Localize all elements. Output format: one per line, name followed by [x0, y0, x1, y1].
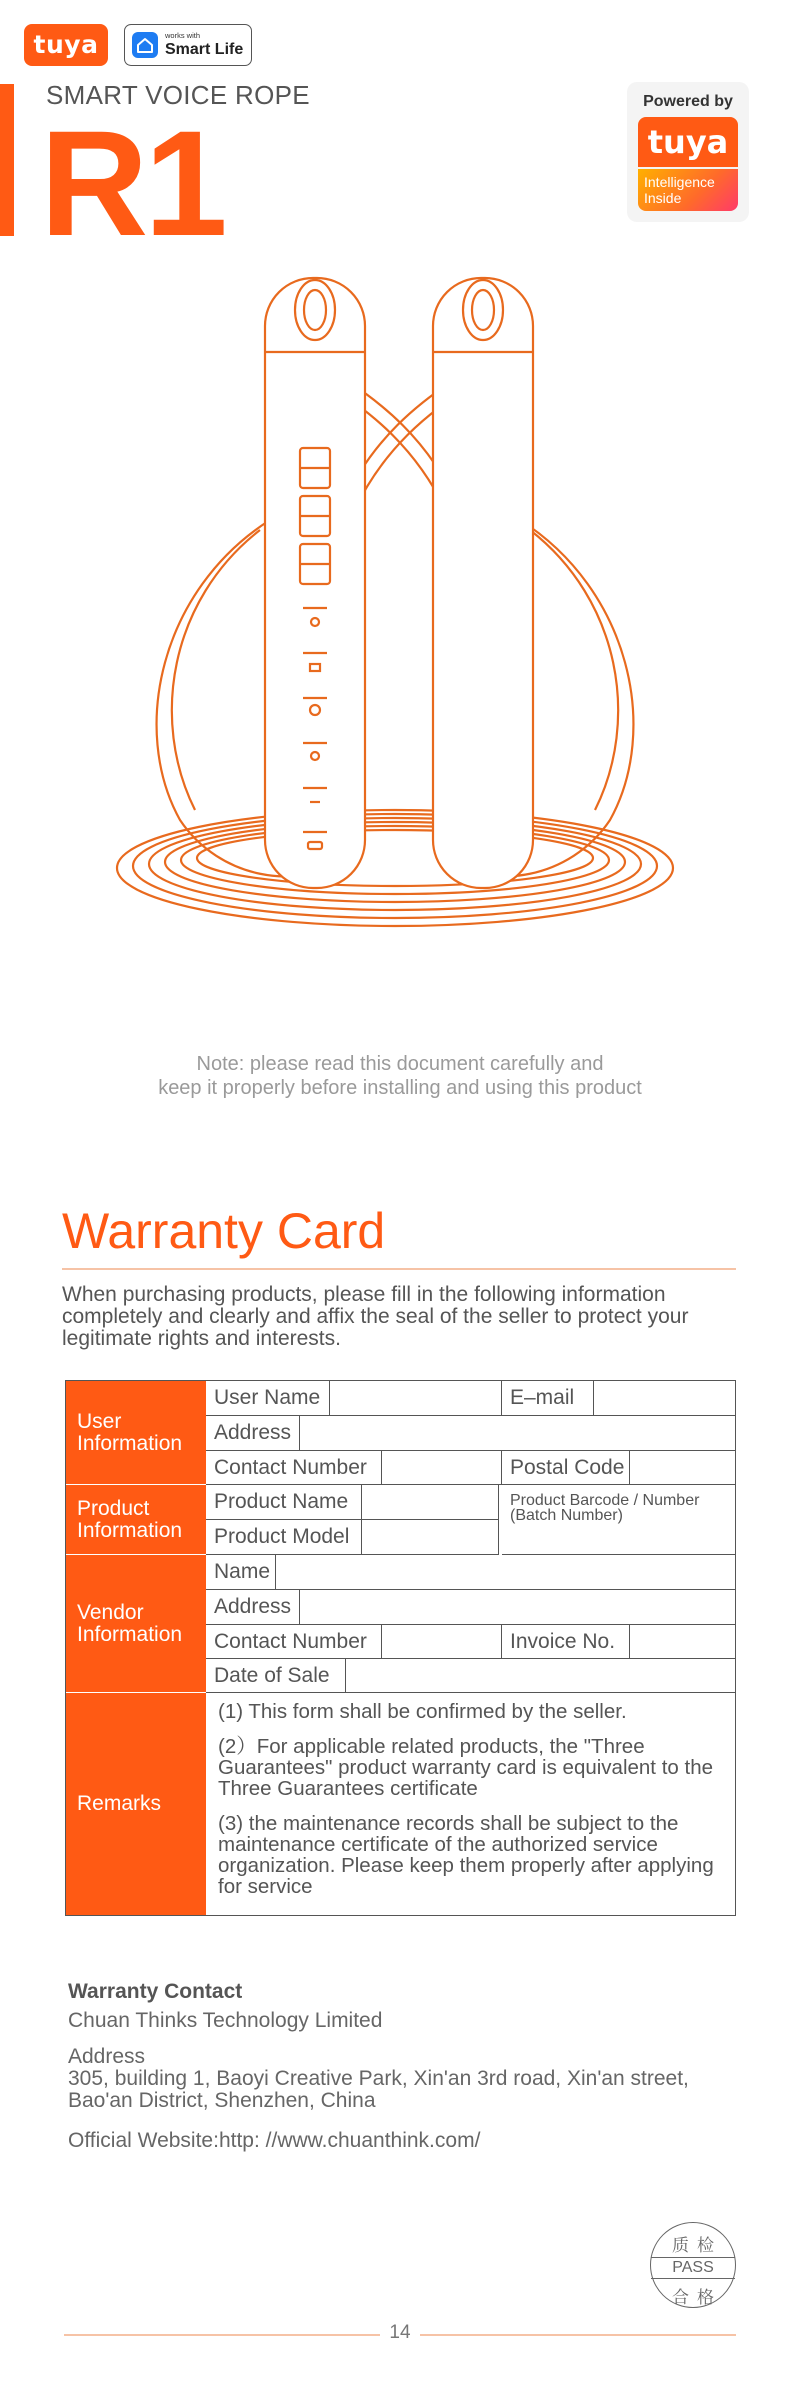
- home-icon: [132, 32, 158, 58]
- rope-coil-3: [149, 818, 641, 910]
- remarks-label: [66, 1693, 206, 1915]
- product-name-row: [206, 1485, 499, 1520]
- contact-number-label: Contact Number: [206, 1451, 382, 1484]
- rope-loop-right-inner: [530, 530, 618, 810]
- warranty-table: [65, 1380, 736, 1916]
- right-handle: [433, 278, 533, 888]
- user-name-row: [206, 1381, 735, 1416]
- email-field[interactable]: [594, 1381, 735, 1415]
- product-barcode-label[interactable]: Product Barcode / Number (Batch Number): [510, 1492, 700, 1524]
- address-label: Address: [206, 1416, 300, 1450]
- stamp-top-text: 质检: [672, 2236, 722, 2255]
- jump-rope-illustration: [100, 260, 700, 940]
- date-of-sale-label: Date of Sale: [206, 1659, 346, 1692]
- product-information-label: [66, 1485, 206, 1555]
- product-model-label: Product Model: [206, 1520, 362, 1554]
- user-info-text: User Information: [77, 1409, 183, 1455]
- vendor-contact-field[interactable]: [382, 1625, 502, 1658]
- company-name: Chuan Thinks Technology Limited: [68, 2009, 383, 2032]
- stamp-bottom-text: 合格: [672, 2288, 722, 2307]
- works-with-label: works with: [165, 31, 201, 40]
- powered-by-label: Powered by: [643, 93, 733, 110]
- product-name-field[interactable]: [362, 1485, 499, 1519]
- rope-coil-1: [117, 810, 673, 926]
- remark-1: (1) This form shall be confirmed by the seller.: [218, 1700, 627, 1723]
- product-subtitle: SMART VOICE ROPE: [46, 80, 310, 110]
- postal-code-field[interactable]: [630, 1451, 735, 1484]
- tuya-logo: tuya: [24, 24, 108, 66]
- rope-coil-4: [165, 822, 625, 902]
- footer-rule-left: [64, 2334, 380, 2336]
- remarks-content: [206, 1693, 735, 1915]
- address-line-2: Bao'an District, Shenzhen, China: [68, 2089, 376, 2112]
- remarks-text: Remarks: [77, 1792, 162, 1815]
- page-number: 14: [389, 2322, 411, 2343]
- rope-loop-left-inner: [172, 530, 260, 810]
- invoice-label: Invoice No.: [502, 1625, 630, 1658]
- product-model-row: [206, 1520, 499, 1555]
- stamp-pass-text: PASS: [651, 2257, 735, 2279]
- vendor-name-label: Name: [206, 1555, 276, 1589]
- date-of-sale-field[interactable]: [346, 1659, 735, 1692]
- product-info-text: Product Information: [77, 1496, 183, 1542]
- product-model-field[interactable]: [362, 1520, 499, 1554]
- date-of-sale-row: [206, 1659, 735, 1693]
- inside-text: Inside: [644, 190, 682, 206]
- remark-2: (2）For applicable related products, the "Three Guarantees" product warranty card is equivalent to the Three Guarantees certificate: [218, 1735, 713, 1800]
- user-name-label: User Name: [206, 1381, 330, 1415]
- address-heading: Address: [68, 2045, 146, 2068]
- email-label: E–mail: [502, 1381, 594, 1415]
- vendor-address-row: [206, 1590, 735, 1625]
- rope-coil-5: [181, 826, 609, 894]
- intelligence-inside-label: [638, 169, 738, 211]
- barcode-row: [502, 1485, 735, 1555]
- user-address-row: [206, 1416, 735, 1451]
- postal-code-label: Postal Code: [502, 1451, 630, 1484]
- product-name-label: Product Name: [206, 1485, 362, 1519]
- intelligence-text: Intelligence: [644, 174, 715, 190]
- warranty-intro: When purchasing products, please fill in the following information completely and clearly and affix the seal of the seller to protect your legitimate rights and interests.: [62, 1283, 689, 1350]
- smart-life-label: Smart Life: [165, 41, 244, 58]
- accent-bar: [0, 84, 14, 236]
- address-line-1: 305, building 1, Baoyi Creative Park, Xin'an 3rd road, Xin'an street,: [68, 2067, 689, 2090]
- tuya-logo-large: tuya: [638, 117, 738, 167]
- address-field[interactable]: [300, 1416, 735, 1450]
- contact-number-field[interactable]: [382, 1451, 502, 1484]
- smart-life-logo: [124, 24, 252, 66]
- remark-3: (3) the maintenance records shall be subject to the maintenance certificate of the authorized service organization. Please keep them properly after applying for service: [218, 1812, 714, 1898]
- qc-pass-stamp: [650, 2222, 736, 2308]
- official-website[interactable]: Official Website:http: //www.chuanthink.com/: [68, 2129, 481, 2152]
- vendor-address-field[interactable]: [300, 1590, 735, 1624]
- title-divider: [62, 1268, 736, 1270]
- vendor-name-field[interactable]: [276, 1555, 735, 1589]
- vendor-contact-label: Contact Number: [206, 1625, 382, 1658]
- model-title: R1: [40, 99, 224, 267]
- vendor-name-row: [206, 1555, 735, 1590]
- invoice-field[interactable]: [630, 1625, 735, 1658]
- vendor-address-label: Address: [206, 1590, 300, 1624]
- warranty-contact-heading: Warranty Contact: [68, 1980, 243, 2003]
- vendor-information-label: [66, 1555, 206, 1693]
- user-information-label: [66, 1381, 206, 1485]
- vendor-info-text: Vendor Information: [77, 1600, 183, 1646]
- care-note: Note: please read this document carefully and keep it properly before installing and using this product: [158, 1053, 642, 1099]
- footer-rule-right: [420, 2334, 736, 2336]
- user-contact-row: [206, 1451, 735, 1485]
- user-name-field[interactable]: [330, 1381, 502, 1415]
- warranty-title: Warranty Card: [62, 1203, 386, 1259]
- powered-by-tuya-badge: [627, 82, 749, 222]
- vendor-contact-row: [206, 1625, 735, 1659]
